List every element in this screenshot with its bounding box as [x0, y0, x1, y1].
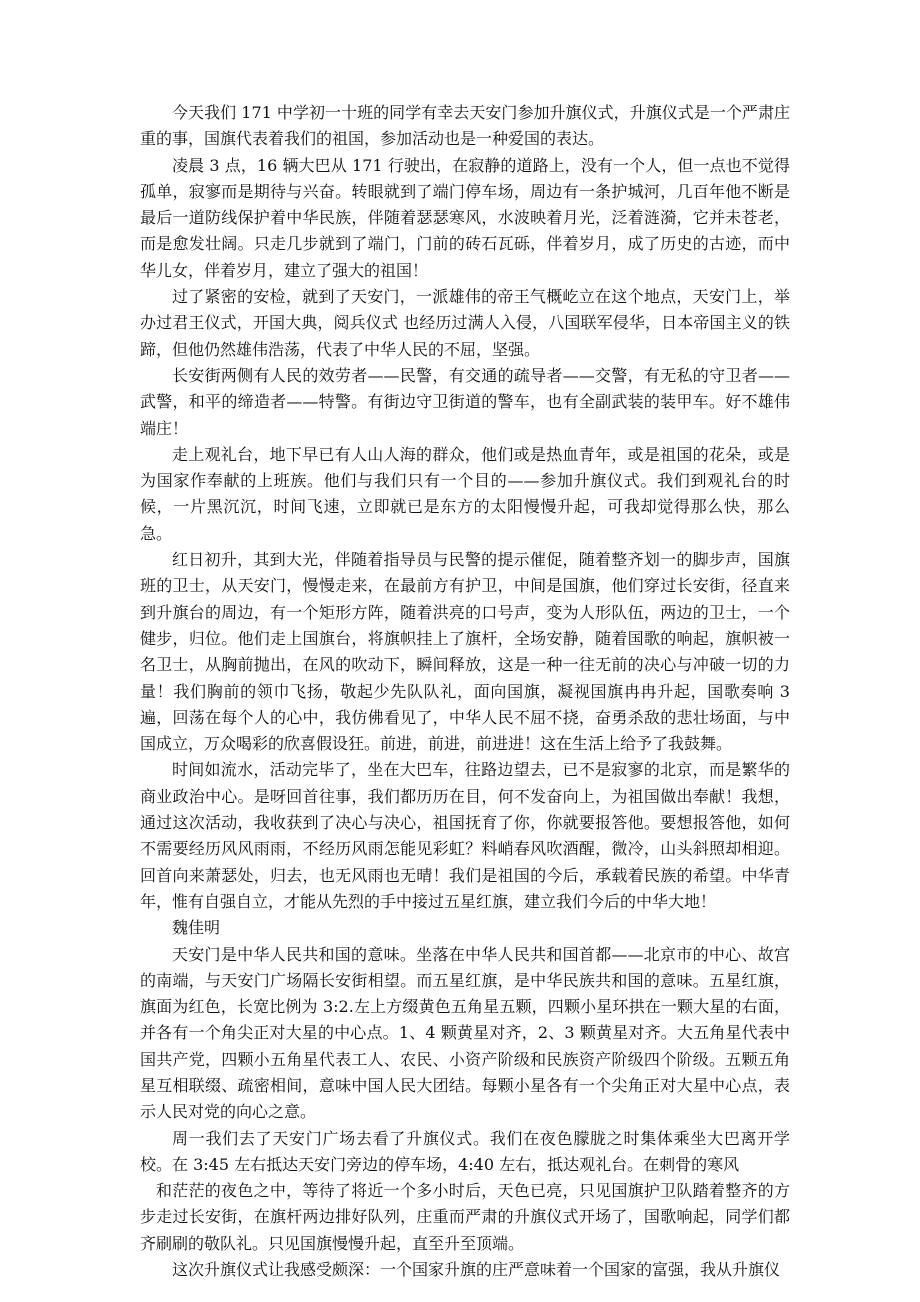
paragraph-police: 长安街两侧有人民的效劳者——民警，有交通的疏导者——交警，有无私的守卫者——武警，和平的缔造者——特警。有街边守卫街道的警车，也有全副武装的装甲车。好不雄伟端庄！: [140, 365, 790, 438]
author-name: 魏佳明: [172, 918, 221, 938]
paragraph-viewing-stand: 走上观礼台，地下早已有人山人海的群众，他们或是热血青年，或是祖国的花朵，或是为国家作奉献的上班族。他们与我们只有一个目的——参加升旗仪式。我们到观礼台的时候，一片黑沉沉，时间飞速，立即就已是东方的太阳慢慢升起，可我却觉得那么快，那么急。: [140, 444, 790, 543]
paragraph-feeling: 这次升旗仪式让我感受颇深：一个国家升旗的庄严意味着一个国家的富强，我从升旗仪: [172, 1260, 781, 1280]
document-body: [140, 100, 790, 1283]
paragraph-reflection: 时间如流水，活动完毕了，坐在大巴车，往路边望去，已不是寂寥的北京，而是繁华的商业政治中心。是呀回首往事，我们都历历在目，何不发奋向上，为祖国做出奉献！我想，通过这次活动，我收获到了决心与决心，祖国抚育了你，你就要报答他。要想报答他，如何不需要经历风风雨雨，不经历风雨怎能见彩虹？料峭春风吹酒醒，微冷，山头斜照却相迎。回首向来萧瑟处，归去，也无风雨也无晴！我们是祖国的今后，承载着民族的希望。中华青年，惟有自强自立，才能从先烈的手中接过五星红旗，建立我们今后的中华大地！: [140, 760, 790, 911]
paragraph-flag-raising: 红日初升，其到大光，伴随着指导员与民警的提示催促，随着整齐划一的脚步声，国旗班的卫士，从天安门，慢慢走来，在最前方有护卫，中间是国旗，他们穿过长安街，径直来到升旗台的周边，有一个矩形方阵，随着洪亮的口号声，变为人形队伍，两边的卫士，一个健步，归位。他们走上国旗台，将旗帜挂上了旗杆，全场安静，随着国歌的响起，旗帜被一名卫士，从胸前抛出，在风的吹动下，瞬间释放，这是一种一往无前的决心与冲破一切的力量！我们胸前的领巾飞扬，敬起少先队队礼，面向国旗，凝视国旗冉冉升起，国歌奏响 3 遍，回荡在每个人的心中，我仿佛看见了，中华人民不屈不挠，奋勇杀敌的悲壮场面，与中国成立，万众喝彩的欣喜假设狂。前进，前进，前进进！这在生活上给予了我鼓舞。: [140, 550, 790, 754]
paragraph-intro: 今天我们 171 中学初一十班的同学有幸去天安门参加升旗仪式，升旗仪式是一个严肃庄重的事，国旗代表着我们的祖国，参加活动也是一种爱国的表达。: [140, 103, 790, 149]
paragraph-flag-meaning: 天安门是中华人民共和国的意味。坐落在中华人民共和国首都——北京市的中心、故宫的南端，与天安门广场隔长安街相望。而五星红旗，是中华民族共和国的意味。五星红旗，旗面为红色，长宽比例为 3:2.左上方缀黄色五角星五颗，四颗小星环拱在一颗大星的右面，并各有一个角尖正对大星的中心点。1、4 颗黄星对齐，2、3 颗黄星对齐。大五角星代表中国共产党，四颗小五角星代表工人、农民、小资产阶级和民族资产阶级四个阶级。五颗五角星互相联缀、疏密相间，意味中国人民大团结。每颗小星各有一个尖角正对大星中心点，表示人民对党的向心之意。: [140, 944, 790, 1122]
paragraph-tiananmen: 过了紧密的安检，就到了天安门，一派雄伟的帝王气概屹立在这个地点，天安门上，举办过君王仪式，开国大典，阅兵仪式 也经历过满人入侵，八国联军侵华，日本帝国主义的铁蹄，但他仍然雄伟浩荡，代表了中华人民的不屈，坚强。: [140, 287, 790, 359]
paragraph-ceremony: 和茫茫的夜色之中，等待了将近一个多小时后，天色已亮，只见国旗护卫队踏着整齐的方步走过长安街，在旗杆两边排好队列，庄重而严肃的升旗仪式开场了，国歌响起，同学们都齐刷刷的敬队礼。只见国旗慢慢升起，直至升至顶端。: [140, 1181, 790, 1253]
paragraph-departure: 凌晨 3 点，16 辆大巴从 171 行驶出，在寂静的道路上，没有一个人，但一点也不觉得孤单，寂寥而是期待与兴奋。转眼就到了端门停车场，周边有一条护城河，几百年他不断是最后一道防线保护着中华民族，伴随着瑟瑟寒风，水波映着月光，泛着涟漪，它并未苍老，而是愈发壮阔。只走几步就到了端门，门前的砖石瓦砾，伴着岁月，成了历史的古迹，而中华儿女，伴着岁月，建立了强大的祖国！: [140, 155, 790, 280]
paragraph-monday-trip: 周一我们去了天安门广场去看了升旗仪式。我们在夜色朦胧之时集体乘坐大巴离开学校。在 3:45 左右抵达天安门旁边的停车场，4:40 左右，抵达观礼台。在刺骨的寒风: [140, 1128, 790, 1174]
